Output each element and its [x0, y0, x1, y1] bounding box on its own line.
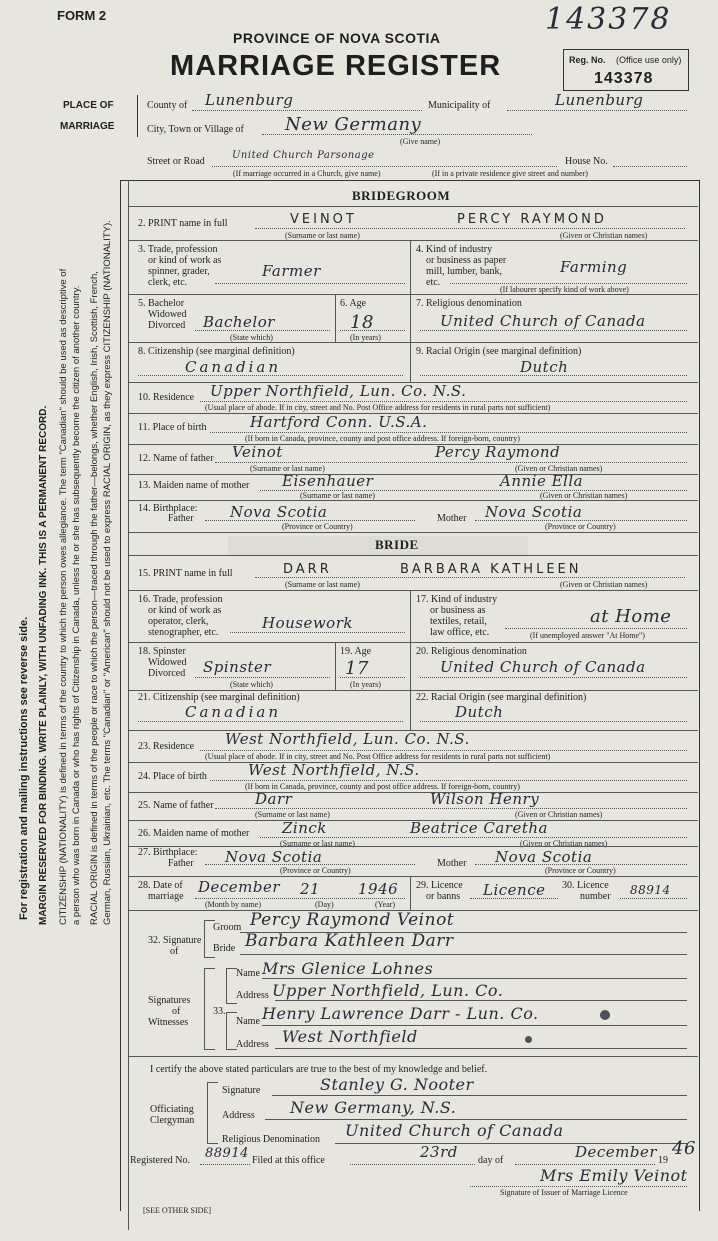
f24-label: 24. Place of birth [138, 771, 207, 782]
give-name-note: (Give name) [400, 137, 441, 146]
f19-label: 19. Age [340, 646, 372, 657]
father-surname-note: (Surname or last name) [250, 464, 325, 473]
day-of-label: day of [478, 1155, 504, 1166]
margin-line-4: a person who was born in Canada or who has rights of Citizenship in Canada, unless he or she has subsequently become the citizen of another country. [71, 285, 82, 925]
f30-label-1: 30. Licence [562, 880, 609, 891]
groom-residence: Upper Northfield, Lun. Co. N.S. [210, 382, 467, 400]
margin-line-2: MARGIN RESERVED FOR BINDING. WRITE PLAINLY, WITH UNFADING INK. THIS IS A PERMANENT RECORD. [38, 405, 49, 925]
f4-label-3: mill, lumber, bank, [426, 266, 502, 277]
f4-label-4: etc. [426, 277, 441, 288]
bride-citizenship: Canadian [185, 703, 282, 721]
witness2-address-label: Address [236, 1039, 269, 1050]
bride-religion: United Church of Canada [440, 658, 646, 676]
bride-father-surname-note: (Surname or last name) [255, 810, 330, 819]
reg-no-label: Reg. No. [569, 55, 606, 65]
county-label: County of [147, 100, 188, 111]
officiating-label: Officiating [150, 1104, 194, 1115]
filed-label: Filed at this office [252, 1155, 325, 1166]
bride-residence-note: (Usual place of abode. If in city, street and No. Post Office address for residents in rural parts not sufficient) [205, 752, 551, 761]
municipality-value: Lunenburg [555, 91, 644, 109]
groom-mother-birthplace: Nova Scotia [485, 503, 583, 521]
groom-sig-label: Groom [213, 922, 242, 933]
f22-label: 22. Racial Origin (see marginal definition) [416, 692, 587, 703]
f17-label-2: or business as [430, 605, 486, 616]
groom-birthplace: Hartford Conn. U.S.A. [250, 413, 428, 431]
f25-label: 25. Name of father [138, 800, 214, 811]
margin-line-3: CITIZENSHIP (NATIONALITY) is defined in terms of the country to which the person owes allegiance. The term "Canadian" should be used as descriptive of [58, 268, 69, 925]
bride-given-note: (Given or Christian names) [560, 580, 648, 589]
unemployed-note: (If unemployed answer "At Home") [530, 631, 645, 640]
place-of-label: PLACE OF [63, 100, 114, 111]
bridegroom-header: BRIDEGROOM [352, 188, 451, 203]
bride-signature: Barbara Kathleen Darr [245, 931, 454, 951]
father-prov-note: (Province or Country) [282, 522, 353, 531]
bride-given: BARBARA KATHLEEN [400, 562, 582, 577]
marriage-day: 21 [300, 880, 321, 898]
witness1-name: Mrs Glenice Lohnes [262, 959, 434, 978]
f27-label-2: Father [168, 858, 194, 869]
groom-father-birthplace: Nova Scotia [230, 503, 328, 521]
witness1-address-label: Address [236, 990, 269, 1001]
city-label: City, Town or Village of [147, 124, 244, 135]
clergy-denomination: United Church of Canada [345, 1121, 564, 1140]
bride-mother-given-note: (Given or Christian names) [520, 839, 608, 848]
street-value: United Church Parsonage [232, 150, 375, 161]
licence-or-banns: Licence [483, 881, 546, 899]
form-number: FORM 2 [57, 8, 107, 23]
witness1-address: Upper Northfield, Lun. Co. [272, 981, 504, 1000]
ink-blot [525, 1036, 532, 1043]
f15-label: 15. PRINT name in full [138, 568, 233, 579]
groom-given: PERCY RAYMOND [457, 212, 607, 227]
f4-label-1: 4. Kind of industry [416, 244, 493, 255]
witness2-name: Henry Lawrence Darr - Lun. Co. [262, 1004, 539, 1023]
margin-line-5: RACIAL ORIGIN is defined in terms of the people or race to which the person—traced through the father—belongs, whether English, Irish, Scottish, French, [89, 271, 100, 925]
f12-label: 12. Name of father [138, 453, 214, 464]
groom-trade: Farmer [262, 262, 321, 280]
f18-label-2: Widowed [148, 657, 187, 668]
bride-state-which-note: (State which) [230, 680, 273, 689]
witness2-address: West Northfield [282, 1027, 418, 1046]
f3-label-4: clerk, etc. [148, 277, 188, 288]
clergy-signature: Stanley G. Nooter [320, 1075, 474, 1094]
see-other-side: [SEE OTHER SIDE] [143, 1206, 211, 1215]
mother-prov-note: (Province or Country) [545, 522, 616, 531]
in-years-note: (In years) [350, 333, 381, 342]
bride-father-given-note: (Given or Christian names) [515, 810, 603, 819]
mother-given-note: (Given or Christian names) [540, 491, 628, 500]
margin-line-1: For registration and mailing instructions see reverse side. [18, 616, 30, 920]
f29-label-2: or banns [426, 891, 461, 902]
street-label: Street or Road [147, 156, 205, 167]
registered-no-label: Registered No. [130, 1155, 190, 1166]
f21-label: 21. Citizenship (see marginal definition) [138, 692, 300, 703]
groom-signature: Percy Raymond Veinot [250, 910, 455, 930]
f28-label-1: 28. Date of [138, 880, 183, 891]
document-title: MARRIAGE REGISTER [170, 50, 502, 82]
mother-label: Mother [437, 513, 467, 524]
bride-birthplace: West Northfield, N.S. [248, 761, 420, 779]
groom-surname: VEINOT [290, 212, 357, 227]
f5-label-1: 5. Bachelor [138, 298, 185, 309]
marriage-month: December [198, 878, 281, 896]
day-note: (Day) [315, 900, 334, 909]
groom-age: 18 [350, 312, 374, 333]
county-value: Lunenburg [205, 91, 294, 109]
birth-note: (If born in Canada, province, county and post office address. If foreign-born, country) [245, 434, 520, 443]
bride-racial: Dutch [455, 703, 504, 721]
state-which-note: (State which) [230, 333, 273, 342]
f17-label-3: textiles, retail, [430, 616, 487, 627]
f16-label-1: 16. Trade, profession [138, 594, 223, 605]
bride-industry: at Home [590, 606, 672, 627]
bride-mother-birthplace: Nova Scotia [495, 848, 593, 866]
reg-no-box [563, 49, 689, 91]
f3-label-2: or kind of work as [148, 255, 222, 266]
bride-trade: Housework [262, 614, 353, 632]
f2-label: 2. PRINT name in full [138, 218, 228, 229]
bride-residence: West Northfield, Lun. Co. N.S. [225, 730, 470, 748]
bride-mother-given: Beatrice Caretha [410, 819, 548, 837]
bride-mother-surname: Zinck [282, 819, 327, 837]
bride-header: BRIDE [375, 537, 419, 552]
f17-label-1: 17. Kind of industry [416, 594, 498, 605]
groom-racial: Dutch [520, 358, 569, 376]
f33-number: 33. [213, 1006, 226, 1017]
f16-label-3: operator, clerk, [148, 616, 209, 627]
bride-father-prov-note: (Province or Country) [280, 866, 351, 875]
f13-label: 13. Maiden name of mother [138, 480, 250, 491]
year-prefix: 19 [658, 1155, 668, 1166]
bride-father-surname: Darr [255, 790, 293, 808]
f18-label-1: 18. Spinster [138, 646, 186, 657]
witness1-name-label: Name [236, 968, 260, 979]
groom-mother-given: Annie Ella [500, 472, 584, 490]
f28-label-2: marriage [148, 891, 184, 902]
f3-label-3: spinner, grader, [148, 266, 210, 277]
f32-label-1: 32. Signature [148, 935, 202, 946]
groom-religion: United Church of Canada [440, 312, 646, 330]
marriage-label: MARRIAGE [60, 121, 115, 132]
f33-label-3: Witnesses [148, 1017, 189, 1028]
licence-number: 88914 [630, 883, 671, 897]
clergyman-label: Clergyman [150, 1115, 195, 1126]
mother-surname-note: (Surname or last name) [300, 491, 375, 500]
groom-mother-surname: Eisenhauer [282, 472, 374, 490]
handwritten-register-number: 143378 [545, 2, 672, 37]
reg-no-note: (Office use only) [616, 55, 682, 65]
f20-label: 20. Religious denomination [416, 646, 527, 657]
province-heading: PROVINCE OF NOVA SCOTIA [233, 30, 441, 46]
bride-mother-surname-note: (Surname or last name) [280, 839, 355, 848]
bride-age: 17 [345, 658, 369, 679]
filed-month: December [575, 1143, 658, 1161]
filed-day: 23rd [420, 1143, 458, 1161]
f30-label-2: number [580, 891, 611, 902]
f29-label-1: 29. Licence [416, 880, 463, 891]
f14-label-2: Father [168, 513, 194, 524]
registered-no: 88914 [205, 1146, 249, 1161]
issuer-signature: Mrs Emily Veinot [540, 1166, 688, 1185]
f33-label-1: Signatures [148, 995, 191, 1006]
f6-label: 6. Age [340, 298, 367, 309]
f3-label-1: 3. Trade, profession [138, 244, 218, 255]
f23-label: 23. Residence [138, 741, 195, 752]
f10-label: 10. Residence [138, 392, 195, 403]
f16-label-2: or kind of work as [148, 605, 222, 616]
groom-father-given: Percy Raymond [435, 443, 561, 461]
residence-note: (If in a private residence give street and number) [432, 169, 588, 178]
bride-status: Spinster [203, 658, 272, 676]
f4-label-2: or business as paper [426, 255, 507, 266]
given-note: (Given or Christian names) [560, 231, 648, 240]
surname-note: (Surname or last name) [285, 231, 360, 240]
reg-no-stamp: 143378 [594, 70, 654, 87]
clergy-addr-label: Address [222, 1110, 255, 1121]
witness2-name-label: Name [236, 1016, 260, 1027]
house-no-label: House No. [565, 156, 608, 167]
clergy-sig-label: Signature [222, 1085, 261, 1096]
f26-label: 26. Maiden name of mother [138, 828, 250, 839]
bride-father-birthplace: Nova Scotia [225, 848, 323, 866]
certify-statement: I certify the above stated particulars are true to the best of my knowledge and belief. [150, 1064, 488, 1075]
labourer-note: (If labourer specify kind of work above) [500, 285, 629, 294]
f5-label-3: Divorced [148, 320, 186, 331]
f11-label: 11. Place of birth [138, 422, 207, 433]
groom-father-surname: Veinot [232, 443, 283, 461]
f5-label-2: Widowed [148, 309, 187, 320]
issuer-label: Signature of Issuer of Marriage Licence [500, 1188, 628, 1197]
f16-label-4: stenographer, etc. [148, 627, 219, 638]
bride-mother-label: Mother [437, 858, 467, 869]
groom-industry: Farming [560, 258, 628, 276]
bride-birth-note: (If born in Canada, province, county and post office address. If foreign-born, country) [245, 782, 520, 791]
clergy-relig-label: Religious Denomination [222, 1134, 321, 1145]
bride-surname-note: (Surname or last name) [285, 580, 360, 589]
f9-label: 9. Racial Origin (see marginal definition) [416, 346, 582, 357]
year-note: (Year) [375, 900, 396, 909]
clergy-address: New Germany, N.S. [290, 1098, 457, 1117]
f14-label-1: 14. Birthplace: [138, 503, 198, 514]
city-value: New Germany [285, 114, 422, 135]
municipality-label: Municipality of [428, 100, 491, 111]
bride-sig-label: Bride [213, 943, 236, 954]
groom-status: Bachelor [203, 313, 275, 331]
f7-label: 7. Religious denomination [416, 298, 522, 309]
margin-line-6: German, Russian, Ukrainian, etc. The terms "Canadian" or "American" should not be used to express RACIAL ORIGIN, as they express CITIZENSHIP (NATIONALITY). [102, 220, 113, 925]
f33-label-2: of [172, 1006, 181, 1017]
filed-year: 46 [672, 1138, 696, 1159]
f27-label-1: 27. Birthplace: [138, 847, 198, 858]
bride-in-years-note: (In years) [350, 680, 381, 689]
father-given-note: (Given or Christian names) [515, 464, 603, 473]
residence-usage-note: (Usual place of abode. If in city, street and No. Post Office address for residents in rural parts not sufficient) [205, 403, 551, 412]
f17-label-4: law office, etc. [430, 627, 490, 638]
marriage-year: 1946 [358, 880, 399, 898]
f8-label: 8. Citizenship (see marginal definition) [138, 346, 295, 357]
ink-blot [600, 1010, 610, 1020]
month-note: (Month by name) [205, 900, 261, 909]
bride-mother-prov-note: (Province or Country) [545, 866, 616, 875]
church-note: (If marriage occurred in a Church, give name) [233, 169, 381, 178]
bride-surname: DARR [283, 562, 332, 577]
groom-citizenship: Canadian [185, 358, 282, 376]
f18-label-3: Divorced [148, 668, 186, 679]
f32-label-2: of [170, 946, 179, 957]
bride-father-given: Wilson Henry [430, 790, 540, 808]
